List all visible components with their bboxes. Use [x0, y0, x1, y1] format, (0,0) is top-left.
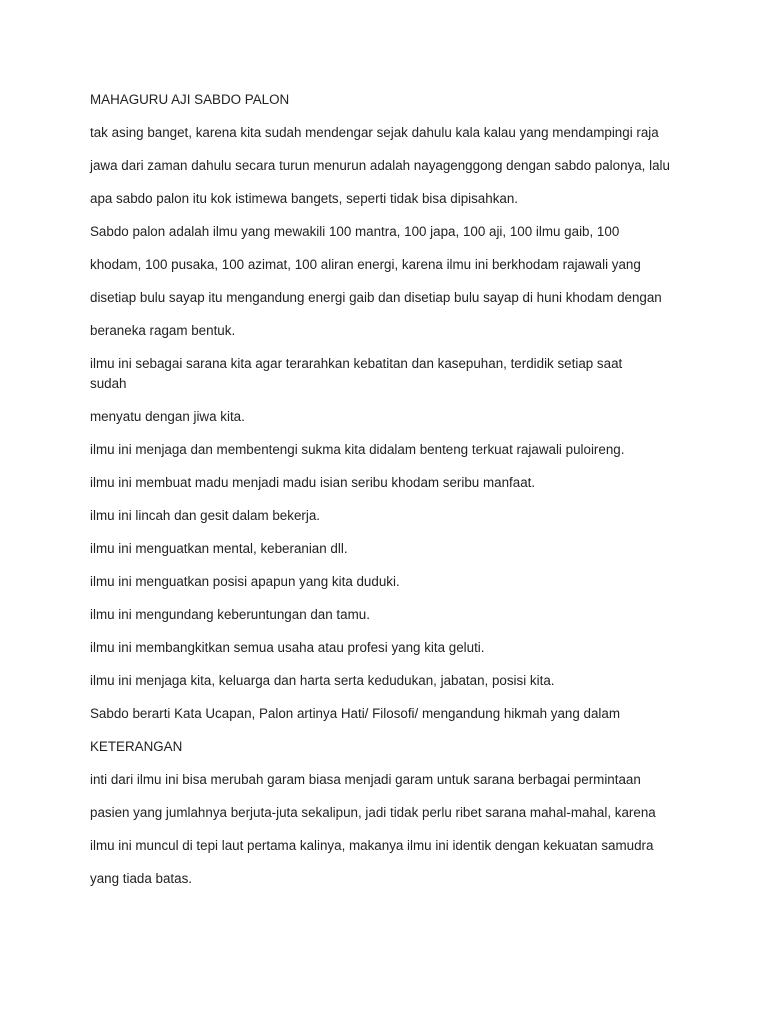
paragraph-line: ilmu ini lincah dan gesit dalam bekerja.	[90, 508, 320, 523]
paragraph-line: ilmu ini menjaga dan membentengi sukma kita didalam benteng terkuat rajawali puloireng.	[90, 442, 625, 457]
paragraph-line: ilmu ini mengundang keberuntungan dan tamu.	[90, 607, 370, 622]
paragraph-line: ilmu ini sebagai sarana kita agar terarahkan kebatitan dan kasepuhan, terdidik setiap saat sudah	[90, 356, 623, 391]
paragraph-line: Sabdo palon adalah ilmu yang mewakili 100 mantra, 100 japa, 100 aji, 100 ilmu gaib, 100	[90, 224, 620, 239]
paragraph-line: menyatu dengan jiwa kita.	[90, 409, 245, 424]
paragraph-line: ilmu ini muncul di tepi laut pertama kalinya, makanya ilmu ini identik dengan kekuatan samudra	[90, 838, 654, 853]
paragraph-line: tak asing banget, karena kita sudah mendengar sejak dahulu kala kalau yang mendampingi raja	[90, 125, 659, 140]
paragraph-line: apa sabdo palon itu kok istimewa bangets, seperti tidak bisa dipisahkan.	[90, 191, 519, 206]
paragraph-line: Sabdo berarti Kata Ucapan, Palon artinya Hati/ Filosofi/ mengandung hikmah yang dalam	[90, 706, 620, 721]
paragraph-line: ilmu ini membuat madu menjadi madu isian seribu khodam seribu manfaat.	[90, 475, 536, 490]
paragraph-line: inti dari ilmu ini bisa merubah garam biasa menjadi garam untuk sarana berbagai permintaan	[90, 772, 641, 787]
paragraph-line: yang tiada batas.	[90, 871, 192, 886]
paragraph-line: ilmu ini membangkitkan semua usaha atau profesi yang kita geluti.	[90, 640, 485, 655]
paragraph-line: khodam, 100 pusaka, 100 azimat, 100 aliran energi, karena ilmu ini berkhodam rajawali yang	[90, 257, 641, 272]
paragraph-line: disetiap bulu sayap itu mengandung energi gaib dan disetiap bulu sayap di huni khodam dengan	[90, 290, 662, 305]
document-body	[90, 90, 690, 902]
paragraph-line: ilmu ini menjaga kita, keluarga dan harta serta kedudukan, jabatan, posisi kita.	[90, 673, 555, 688]
paragraph-line: beraneka ragam bentuk.	[90, 323, 236, 338]
paragraph-line: ilmu ini menguatkan posisi apapun yang kita duduki.	[90, 574, 400, 589]
paragraph-line: pasien yang jumlahnya berjuta-juta sekalipun, jadi tidak perlu ribet sarana mahal-mahal, karena	[90, 805, 656, 820]
section-heading: KETERANGAN	[90, 739, 183, 754]
paragraph-line: ilmu ini menguatkan mental, keberanian dll.	[90, 541, 348, 556]
paragraph-line: jawa dari zaman dahulu secara turun menurun adalah nayagenggong dengan sabdo palonya, lalu	[90, 158, 670, 173]
document-title: MAHAGURU AJI SABDO PALON	[90, 92, 290, 107]
